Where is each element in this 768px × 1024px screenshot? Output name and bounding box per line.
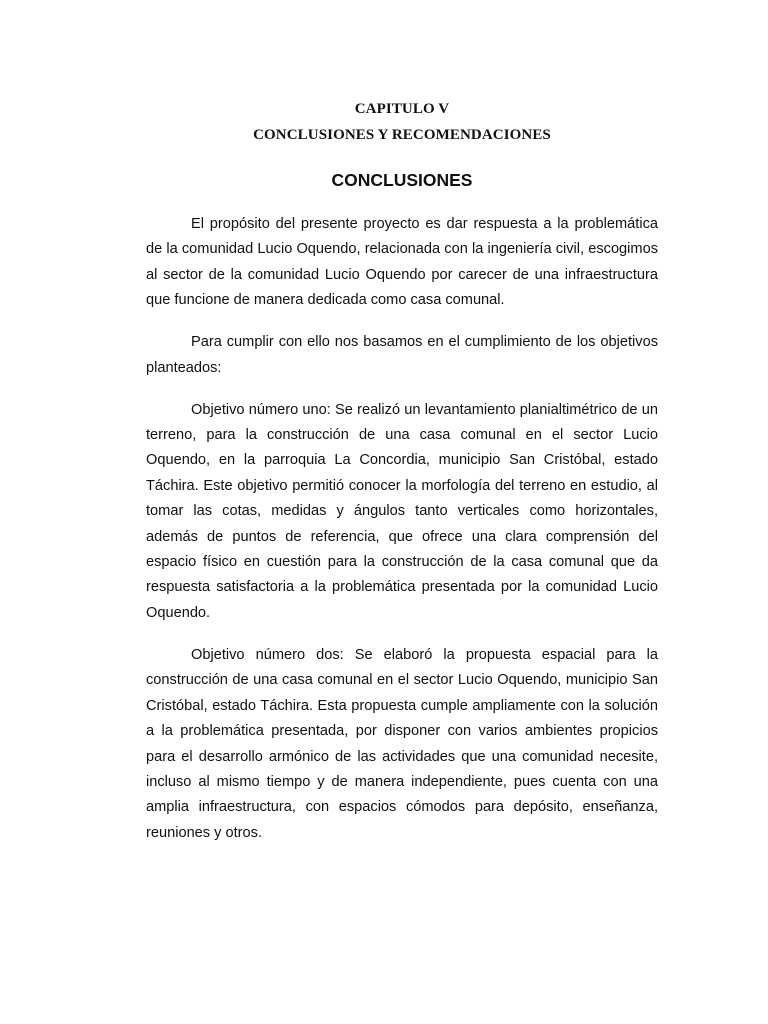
section-heading: CONCLUSIONES [331,170,473,190]
document-body [146,212,667,863]
paragraph-intro: El propósito del presente proyecto es dar respuesta a la problemática de la comunidad Lucio Oquendo, relacionada con la ingeniería civil, escogimos al sector de la comunidad Lucio Oquendo por carecer de una infraestructura que funcione de manera dedicada como casa comunal. [146,216,663,309]
chapter-title: CONCLUSIONES Y RECOMENDACIONES [253,127,551,143]
paragraph-objective-one: Objetivo número uno: Se realizó un levantamiento planialtimétrico de un terreno, para la construcción de una casa comunal en el sector Lucio Oquendo, en la parroquia La Concordia, municipio San Cristóbal, estado Táchira. Este objetivo permitió conocer la morfología del terreno en estudio, al tomar las cotas, medidas y ángulos tanto verticales como horizontales, además de puntos de referencia, que ofrece una clara comprensión del espacio físico en cuestión para la construcción de la casa comunal que da respuesta satisfactoria a la problemática presentada por la comunidad Lucio Oquendo. [146,401,667,621]
paragraph-objective-two: Objetivo número dos: Se elaboró la propuesta espacial para la construcción de una casa comunal en el sector Lucio Oquendo, municipio San Cristóbal, estado Táchira. Esta propuesta cumple ampliamente con la solución a la problemática presentada, por disponer con varios ambientes propicios para el desarrollo armónico de las actividades que una comunidad necesite, incluso al mismo tiempo y de manera independiente, pues cuenta con una amplia infraestructura, con espacios cómodos para depósito, enseñanza, reuniones y otros. [146,646,663,841]
chapter-number: CAPITULO V [354,101,450,117]
paragraph-objectives-lead: Para cumplir con ello nos basamos en el cumplimiento de los objetivos planteados: [146,334,663,376]
